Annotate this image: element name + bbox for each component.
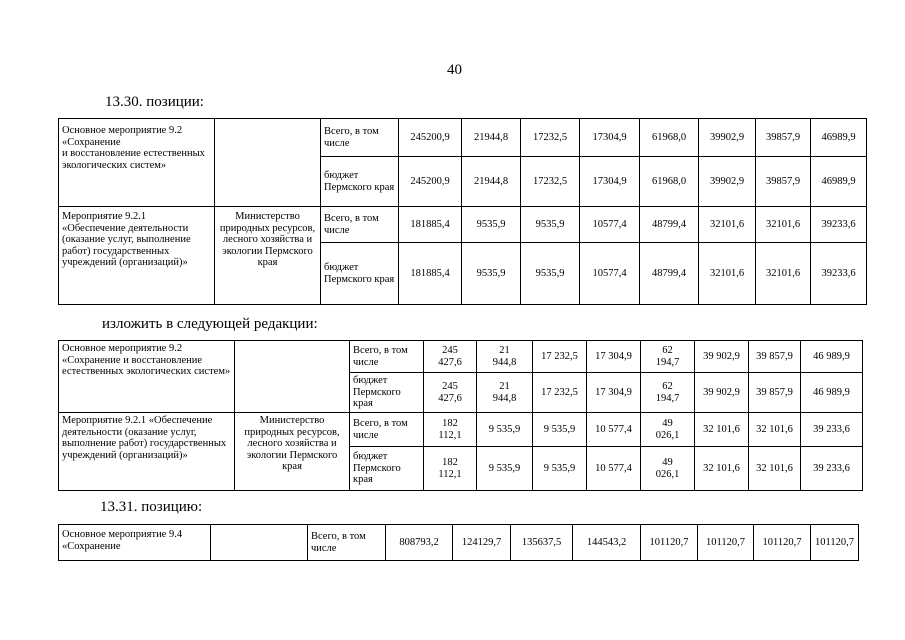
- value-cell: 39 233,6: [801, 413, 863, 447]
- measure-name: Мероприятие 9.2.1 «Обеспечение деятельности (оказание услуг, выполнение работ) государственных учреждений (организаций)»: [59, 413, 235, 491]
- table-row: [59, 525, 859, 561]
- value-cell: 181885,4: [399, 243, 462, 305]
- value-cell: 101120,7: [754, 525, 811, 561]
- executor: Министерство природных ресурсов, лесного хозяйства и экологии Пермского края: [235, 413, 350, 491]
- executor: [235, 341, 350, 413]
- value-cell: 17232,5: [521, 157, 580, 207]
- table-position-9-4: [58, 524, 859, 561]
- value-cell: 182 112,1: [424, 447, 477, 491]
- table-row: [59, 341, 863, 373]
- executor: Министерство природных ресурсов, лесного хозяйства и экологии Пермского края: [215, 207, 321, 305]
- value-cell: 46 989,9: [801, 373, 863, 413]
- value-cell: 124129,7: [453, 525, 511, 561]
- value-cell: 245 427,6: [424, 341, 477, 373]
- table-new-version: [58, 340, 863, 491]
- measure-name: Основное мероприятие 9.4 «Сохранение: [59, 525, 211, 561]
- table-row: [59, 207, 867, 243]
- table-row: [59, 119, 867, 157]
- value-cell: 182 112,1: [424, 413, 477, 447]
- value-cell: 135637,5: [511, 525, 573, 561]
- value-cell: 39857,9: [756, 157, 811, 207]
- value-cell: 9 535,9: [533, 447, 587, 491]
- value-cell: 10577,4: [580, 207, 640, 243]
- value-cell: 17 304,9: [587, 373, 641, 413]
- section-heading-13-31: 13.31. позицию:: [100, 499, 203, 515]
- value-cell: 32101,6: [756, 243, 811, 305]
- value-cell: 245200,9: [399, 157, 462, 207]
- value-cell: 10577,4: [580, 243, 640, 305]
- value-cell: 21944,8: [462, 157, 521, 207]
- value-cell: 39 902,9: [695, 341, 749, 373]
- value-cell: 144543,2: [573, 525, 641, 561]
- value-cell: 32 101,6: [695, 447, 749, 491]
- table-row: [59, 413, 863, 447]
- value-cell: 32 101,6: [695, 413, 749, 447]
- value-cell: 21 944,8: [477, 373, 533, 413]
- value-cell: 48799,4: [640, 243, 699, 305]
- value-cell: 46 989,9: [801, 341, 863, 373]
- section-heading-13-30: 13.30. позиции:: [105, 94, 204, 110]
- value-cell: 39902,9: [699, 119, 756, 157]
- value-cell: 32101,6: [699, 243, 756, 305]
- value-cell: 48799,4: [640, 207, 699, 243]
- value-cell: 17232,5: [521, 119, 580, 157]
- value-cell: 9 535,9: [477, 413, 533, 447]
- measure-name: Основное мероприятие 9.2 «Сохранение и восстановление естественных экологических систем»: [59, 341, 235, 413]
- funding-source: бюджет Пермского края: [321, 243, 399, 305]
- value-cell: 181885,4: [399, 207, 462, 243]
- table-old-version: [58, 118, 867, 305]
- value-cell: 9535,9: [462, 243, 521, 305]
- value-cell: 101120,7: [641, 525, 698, 561]
- value-cell: 808793,2: [386, 525, 453, 561]
- value-cell: 61968,0: [640, 119, 699, 157]
- edit-instruction: изложить в следующей редакции:: [102, 316, 318, 332]
- funding-source: Всего, в том числе: [321, 207, 399, 243]
- executor: [211, 525, 308, 561]
- value-cell: 62 194,7: [641, 341, 695, 373]
- funding-source: Всего, в том числе: [350, 341, 424, 373]
- funding-source: бюджет Пермского края: [350, 447, 424, 491]
- value-cell: 32 101,6: [749, 447, 801, 491]
- executor: [215, 119, 321, 207]
- value-cell: 39 233,6: [801, 447, 863, 491]
- value-cell: 39902,9: [699, 157, 756, 207]
- value-cell: 101120,7: [698, 525, 754, 561]
- value-cell: 49 026,1: [641, 447, 695, 491]
- value-cell: 9 535,9: [533, 413, 587, 447]
- value-cell: 21944,8: [462, 119, 521, 157]
- value-cell: 245 427,6: [424, 373, 477, 413]
- value-cell: 39 902,9: [695, 373, 749, 413]
- funding-source: Всего, в том числе: [350, 413, 424, 447]
- value-cell: 9 535,9: [477, 447, 533, 491]
- value-cell: 46989,9: [811, 119, 867, 157]
- value-cell: 10 577,4: [587, 447, 641, 491]
- value-cell: 9535,9: [521, 243, 580, 305]
- funding-source: бюджет Пермского края: [321, 157, 399, 207]
- value-cell: 32101,6: [699, 207, 756, 243]
- value-cell: 101120,7: [811, 525, 859, 561]
- value-cell: 32101,6: [756, 207, 811, 243]
- value-cell: 39233,6: [811, 243, 867, 305]
- value-cell: 9535,9: [462, 207, 521, 243]
- value-cell: 17304,9: [580, 157, 640, 207]
- value-cell: 9535,9: [521, 207, 580, 243]
- value-cell: 245200,9: [399, 119, 462, 157]
- value-cell: 49 026,1: [641, 413, 695, 447]
- value-cell: 39 857,9: [749, 373, 801, 413]
- value-cell: 61968,0: [640, 157, 699, 207]
- value-cell: 32 101,6: [749, 413, 801, 447]
- value-cell: 62 194,7: [641, 373, 695, 413]
- value-cell: 17 232,5: [533, 341, 587, 373]
- funding-source: бюджет Пермского края: [350, 373, 424, 413]
- value-cell: 39857,9: [756, 119, 811, 157]
- value-cell: 17 304,9: [587, 341, 641, 373]
- page-number: 40: [447, 62, 462, 78]
- value-cell: 10 577,4: [587, 413, 641, 447]
- measure-name: Мероприятие 9.2.1 «Обеспечение деятельности (оказание услуг, выполнение работ) государственных учреждений (организаций)»: [59, 207, 215, 305]
- value-cell: 21 944,8: [477, 341, 533, 373]
- value-cell: 46989,9: [811, 157, 867, 207]
- value-cell: 17304,9: [580, 119, 640, 157]
- value-cell: 39233,6: [811, 207, 867, 243]
- funding-source: Всего, в том числе: [308, 525, 386, 561]
- value-cell: 17 232,5: [533, 373, 587, 413]
- funding-source: Всего, в том числе: [321, 119, 399, 157]
- value-cell: 39 857,9: [749, 341, 801, 373]
- measure-name: Основное мероприятие 9.2 «Сохранение и восстановление естественных экологических систем»: [59, 119, 215, 207]
